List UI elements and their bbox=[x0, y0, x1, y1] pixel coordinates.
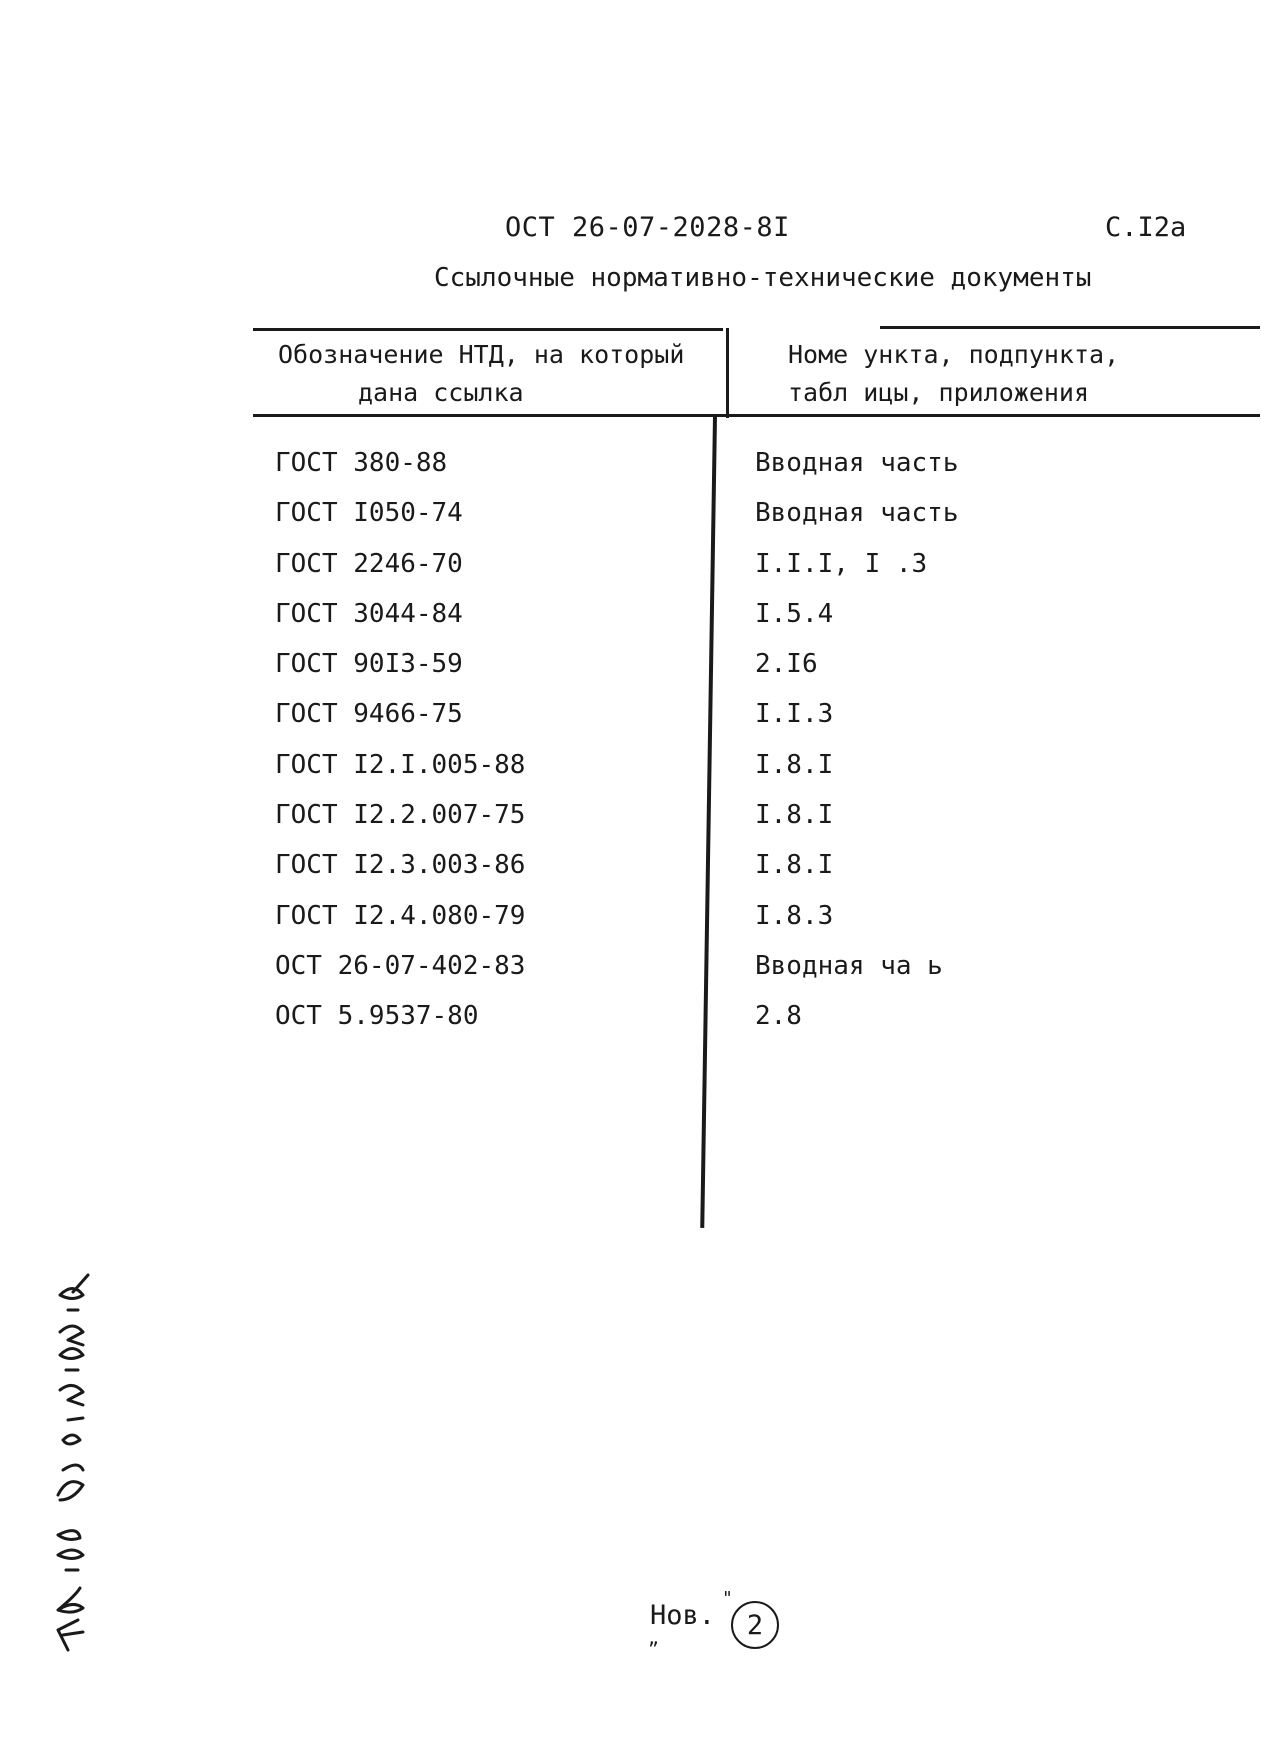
reference-table-body bbox=[275, 448, 1235, 1052]
row-reference: I.8.I bbox=[755, 800, 834, 831]
table-row bbox=[275, 498, 1235, 548]
table-row bbox=[275, 649, 1235, 699]
table-top-rule-right bbox=[880, 326, 1260, 329]
footer-quote-close: " bbox=[722, 1588, 733, 1609]
table-row bbox=[275, 448, 1235, 498]
standard-code: ОСТ 26-07-2028-8I bbox=[505, 212, 790, 243]
revision-label: Нов. bbox=[650, 1600, 716, 1631]
column-header-reference bbox=[788, 336, 1119, 412]
row-reference: 2.I6 bbox=[755, 649, 818, 680]
row-document: ГОСТ I050-74 bbox=[275, 498, 463, 529]
table-row bbox=[275, 549, 1235, 599]
row-reference: I.8.I bbox=[755, 850, 834, 881]
row-reference: Вводная часть bbox=[755, 498, 959, 529]
table-row bbox=[275, 699, 1235, 749]
row-reference: I.8.I bbox=[755, 749, 834, 780]
page-number: С.I2а bbox=[1105, 212, 1187, 243]
table-row bbox=[275, 951, 1235, 1001]
row-reference: I.I.3 bbox=[755, 699, 834, 730]
row-reference: Вводная часть bbox=[755, 448, 959, 478]
table-header-divider bbox=[726, 328, 729, 418]
row-document: ГОСТ I2.4.080-79 bbox=[275, 900, 526, 931]
table-row bbox=[275, 599, 1235, 649]
column-header-reference-line1: Номе ункта, подпункта, bbox=[788, 340, 1120, 369]
row-document: ГОСТ 2246-70 bbox=[275, 548, 463, 579]
column-header-document bbox=[278, 336, 684, 412]
row-reference: I.5.4 bbox=[755, 598, 834, 629]
table-top-rule-left bbox=[253, 328, 723, 331]
row-reference: 2.8 bbox=[755, 1001, 802, 1032]
row-reference: Вводная ча ь bbox=[755, 950, 943, 981]
row-document: ГОСТ 3044-84 bbox=[275, 598, 463, 629]
table-row bbox=[275, 750, 1235, 800]
row-reference: I.I.I, I .3 bbox=[755, 548, 928, 579]
table-row bbox=[275, 1001, 1235, 1051]
revision-number-circle bbox=[731, 1601, 779, 1649]
row-document: ГОСТ 90I3-59 bbox=[275, 649, 463, 680]
page-title: Ссылочные нормативно-технические документы bbox=[434, 263, 1092, 293]
row-document: ГОСТ 380-88 bbox=[275, 448, 448, 478]
row-document: ГОСТ 9466-75 bbox=[275, 699, 463, 730]
footer-quote-open: „ bbox=[648, 1628, 659, 1649]
table-row bbox=[275, 901, 1235, 951]
column-header-reference-line2: табл ицы, приложения bbox=[788, 378, 1090, 407]
row-document: ГОСТ I2.2.007-75 bbox=[275, 800, 526, 831]
column-header-document-line1: Обозначение НТД, на который bbox=[278, 340, 685, 369]
handwritten-signature bbox=[28, 1270, 118, 1660]
row-document: ГОСТ I2.I.005-88 bbox=[275, 749, 526, 780]
row-document: ОСТ 26-07-402-83 bbox=[275, 950, 526, 981]
table-row bbox=[275, 800, 1235, 850]
row-document: ГОСТ I2.3.003-86 bbox=[275, 850, 526, 881]
table-header-rule bbox=[253, 414, 1260, 417]
row-document: ОСТ 5.9537-80 bbox=[275, 1001, 479, 1032]
revision-number: 2 bbox=[746, 1609, 764, 1641]
column-header-document-line2: дана ссылка bbox=[358, 378, 524, 407]
table-row bbox=[275, 850, 1235, 900]
row-reference: I.8.3 bbox=[755, 900, 834, 931]
